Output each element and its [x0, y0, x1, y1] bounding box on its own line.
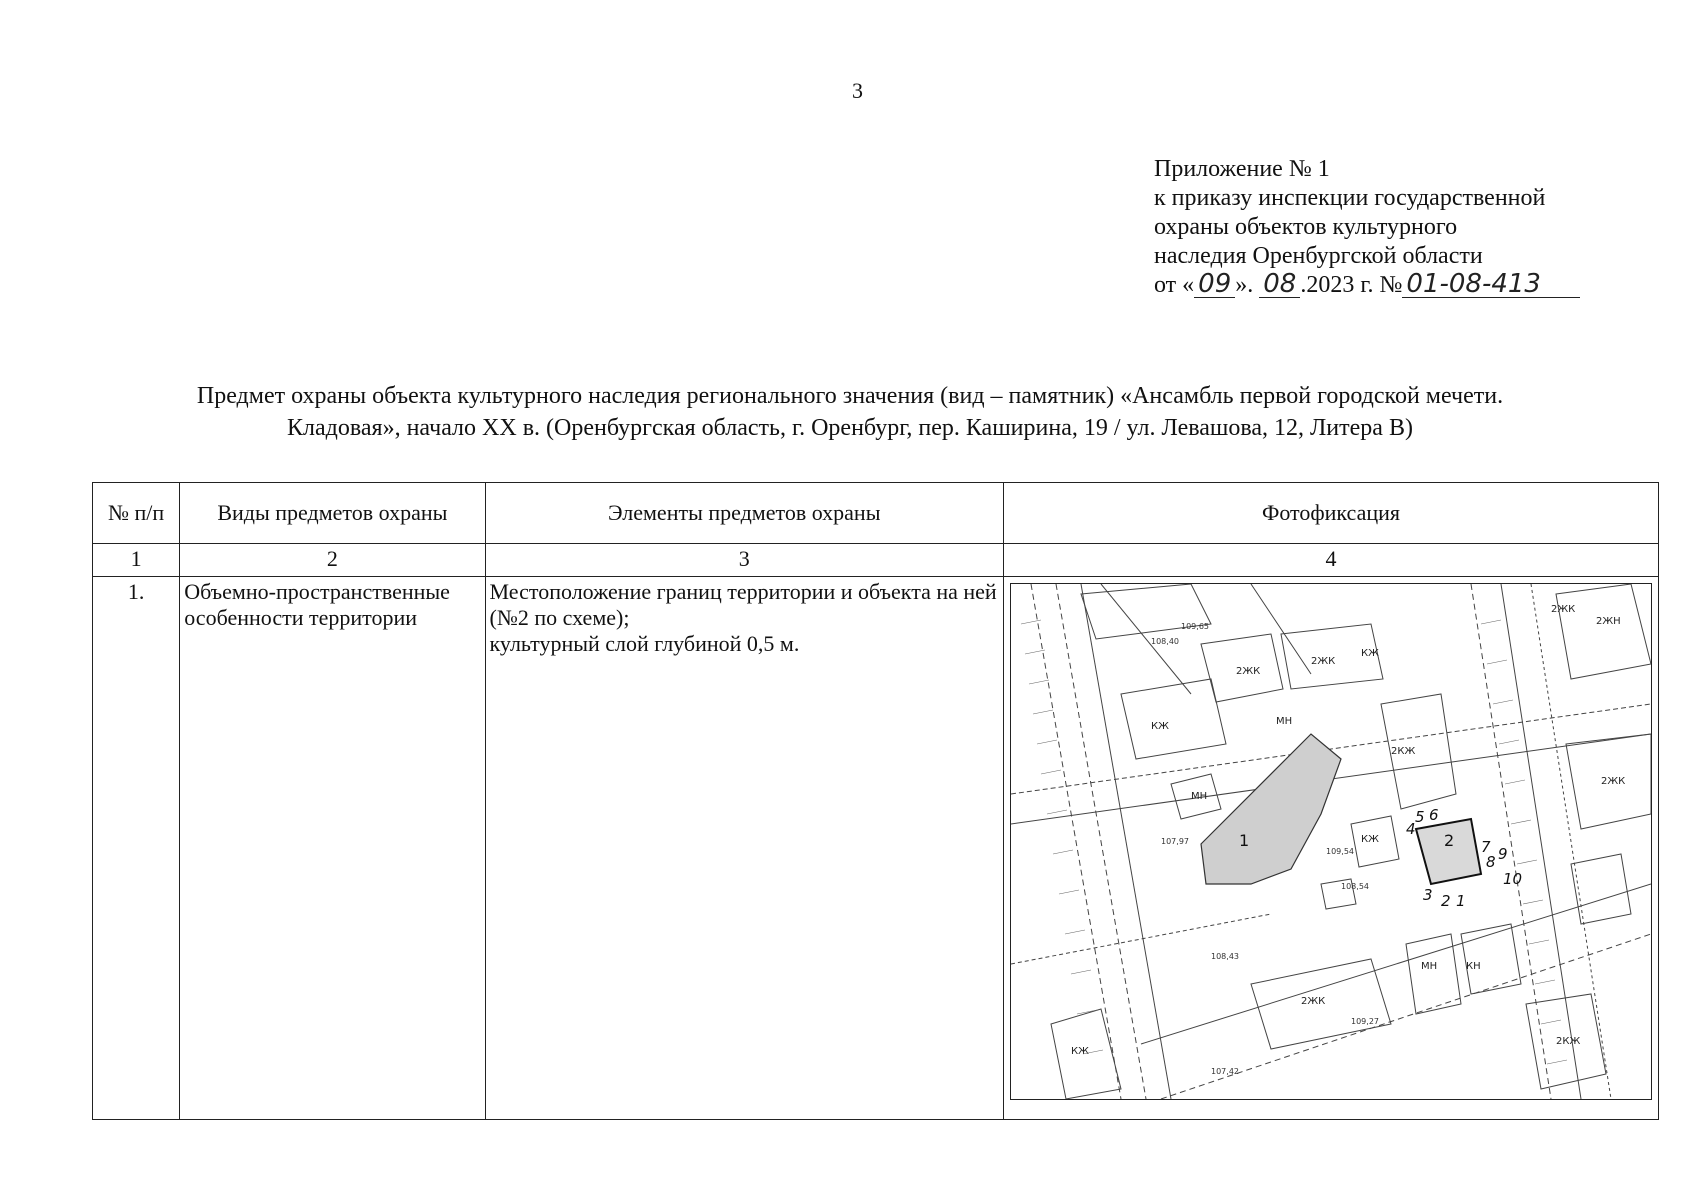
header-elements: Элементы предметов охраны [485, 483, 1003, 544]
page-number: 3 [852, 78, 863, 103]
map-label: 2ЖК [1601, 776, 1626, 787]
row-type: Объемно-пространственные особенности территории [180, 577, 485, 1120]
table-index-row [93, 544, 1659, 577]
elevation-mark: 109,27 [1351, 1017, 1379, 1026]
map-label: КН [1466, 961, 1481, 972]
boundary-point-8: 8 [1486, 853, 1496, 871]
map-label: КЖ [1361, 834, 1379, 845]
date-year: .2023 г. № [1300, 272, 1403, 298]
boundary-point-1: 1 [1456, 892, 1466, 910]
map-label: 2ЖК [1551, 604, 1576, 615]
map-label: МН [1421, 961, 1438, 972]
map-label: 2ЖН [1596, 616, 1621, 627]
boundary-point-10: 10 [1503, 870, 1523, 888]
map-label: 2КЖ [1391, 746, 1416, 757]
boundary-point-4: 4 [1406, 820, 1416, 838]
boundary-point-9: 9 [1498, 845, 1508, 863]
index-cell: 2 [180, 544, 485, 577]
object-2-label: 2 [1444, 831, 1455, 850]
elements-text: культурный слой глубиной 0,5 м. [489, 631, 800, 656]
index-cell: 3 [485, 544, 1003, 577]
handwritten-day: 09 [1194, 271, 1235, 298]
boundary-point-3: 3 [1423, 886, 1433, 904]
appendix-header [1154, 155, 1580, 300]
map-label: КЖ [1361, 648, 1379, 659]
map-label: 2КЖ [1556, 1036, 1581, 1047]
appendix-line: Приложение № 1 [1154, 156, 1330, 182]
map-label: КЖ [1071, 1046, 1089, 1057]
elevation-mark: 109,65 [1181, 622, 1209, 631]
site-plan-map [1010, 583, 1652, 1100]
header-number: № п/п [93, 483, 180, 544]
elevation-mark: 108,43 [1211, 952, 1239, 961]
map-label: КЖ [1151, 721, 1169, 732]
row-number: 1. [93, 577, 180, 1120]
appendix-date-line [1154, 271, 1580, 300]
boundary-point-6: 6 [1429, 806, 1439, 824]
map-label: МН [1191, 791, 1208, 802]
index-cell: 1 [93, 544, 180, 577]
elevation-mark: 108,54 [1341, 882, 1369, 891]
index-cell: 4 [1004, 544, 1659, 577]
appendix-line: охраны объектов культурного [1154, 214, 1458, 240]
appendix-line: наследия Оренбургской области [1154, 243, 1483, 269]
map-label: 2ЖК [1301, 996, 1326, 1007]
row-photo [1004, 577, 1659, 1120]
table-row [93, 577, 1659, 1120]
document-title [60, 380, 1640, 444]
title-line: Кладовая», начало XX в. (Оренбургская область, г. Оренбург, пер. Каширина, 19 / ул. Левашова, 12, Литера В) [287, 415, 1413, 441]
elevation-mark: 107,97 [1161, 837, 1189, 846]
header-types: Виды предметов охраны [180, 483, 485, 544]
header-photo: Фотофиксация [1004, 483, 1659, 544]
elevation-mark: 107,42 [1211, 1067, 1239, 1076]
row-elements [485, 577, 1003, 1120]
object-2-boundary [1416, 819, 1481, 884]
date-prefix: от « [1154, 272, 1195, 298]
protection-subject-table [92, 482, 1659, 1120]
elevation-mark: 109,54 [1326, 847, 1354, 856]
boundary-point-2: 2 [1441, 892, 1451, 910]
handwritten-month: 08 [1259, 271, 1300, 298]
boundary-point-7: 7 [1481, 838, 1491, 856]
map-label: 2ЖК [1236, 666, 1261, 677]
handwritten-order-number: 01-08-413 [1402, 271, 1580, 298]
boundary-point-5: 5 [1415, 808, 1425, 826]
date-mid: ». [1235, 272, 1254, 298]
title-line: Предмет охраны объекта культурного наследия регионального значения (вид – памятник) «Ансамбль первой городской мечети. [196, 383, 1504, 409]
table-header-row [93, 483, 1659, 544]
map-label: 2ЖК [1311, 656, 1336, 667]
elevation-mark: 108,40 [1151, 637, 1179, 646]
map-label: МН [1276, 716, 1293, 727]
object-1-label: 1 [1239, 831, 1250, 850]
object-1-building [1201, 734, 1341, 884]
appendix-line: к приказу инспекции государственной [1154, 185, 1546, 211]
elements-text: Местоположение границ территории и объекта на ней (№2 по схеме); [489, 579, 997, 630]
